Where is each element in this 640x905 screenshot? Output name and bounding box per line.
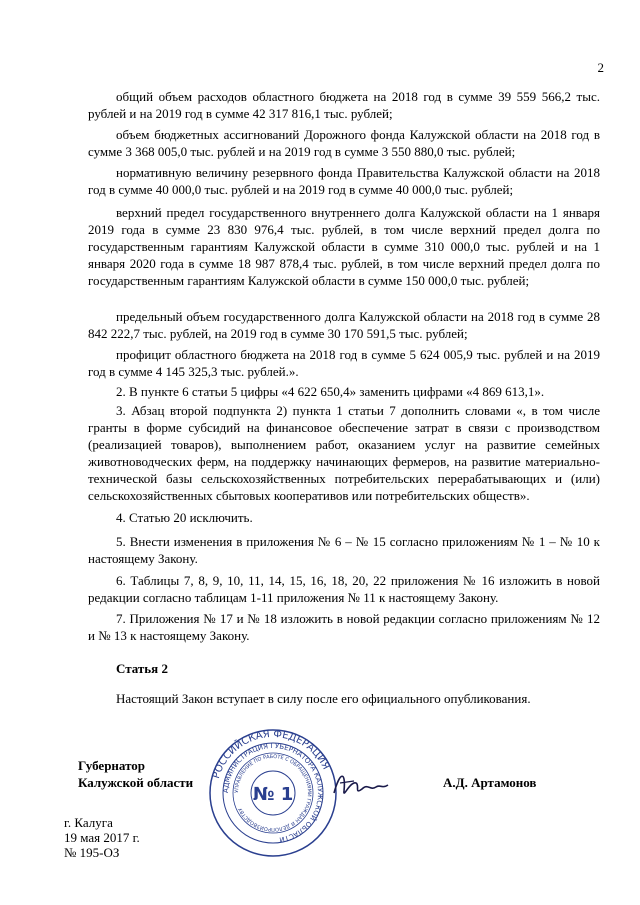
official-stamp [208, 728, 338, 863]
paragraph-reserve-fund: нормативную величину резервного фонда Правительства Калужской области на 2018 год в сумме 40 000,0 тыс. рублей и на 2019 год в сумме 40 000,0 тыс. рублей; [88, 165, 600, 197]
stamp-seal [208, 728, 338, 858]
signer-name: А.Д. Артамонов [443, 775, 537, 790]
stamp-outer-text: РОССИЙСКАЯ ФЕДЕРАЦИЯ [211, 728, 332, 781]
stamp-center-text: № 1 [252, 784, 294, 805]
paragraph-item-2: 2. В пункте 6 статьи 5 цифры «4 622 650,4» заменить цифрами «4 869 613,1». [116, 384, 545, 399]
article-text: Настоящий Закон вступает в силу после его официального опубликования. [116, 691, 531, 706]
signer-title-line1: Губернатор [78, 758, 146, 773]
paragraph-item-4: 4. Статью 20 исключить. [116, 510, 253, 525]
paragraph-item-6: 6. Таблицы 7, 8, 9, 10, 11, 14, 15, 16, 18, 20, 22 приложения № 16 изложить в новой редакции согласно таблицам 1-11 приложения № 11 к настоящему Закону. [88, 573, 600, 605]
article-heading: Статья 2 [116, 661, 168, 676]
signer-title [78, 757, 193, 791]
paragraph-item-5: 5. Внести изменения в приложения № 6 – № 15 согласно приложениям № 1 – № 10 к настоящему Закону. [88, 534, 600, 566]
paragraph-item-3: 3. Абзац второй подпункта 2) пункта 1 статьи 7 дополнить словами «, в том числе гранты в форме субсидий на финансовое обеспечение затрат в связи с производством (реализацией товаров), выполнением работ, оказанием услуг на развитие семейных животноводческих ферм, на поддержку начинающих фермеров, на развитие материально-технической базы сельскохозяйственных потребительских перерабатывающих и (или) сельскохозяйственных сбытовых кооперативов или потребительских обществ». [88, 403, 600, 503]
document-footer [64, 815, 140, 860]
paragraph-debt-volume: предельный объем государственного долга Калужской области на 2018 год в сумме 28 842 222,7 тыс. рублей, на 2019 год в сумме 30 170 591,5 тыс. рублей; [88, 309, 600, 341]
stamp-inner-text: УПРАВЛЕНИЕ ПО РАБОТЕ С ОБРАЩЕНИЯМИ ГРАЖДАН И ДЕЛОПРОИЗВОДСТВУ [233, 753, 313, 833]
paragraph-road-fund: объем бюджетных ассигнований Дорожного фонда Калужской области на 2018 год в сумме 3 368 005,0 тыс. рублей и на 2019 год в сумме 3 550 880,0 тыс. рублей; [88, 127, 600, 159]
signer-title-line2: Калужской области [78, 775, 194, 790]
footer-city: г. Калуга [64, 815, 113, 830]
signature-icon [330, 765, 390, 805]
paragraph-expenses: общий объем расходов областного бюджета на 2018 год в сумме 39 559 566,2 тыс. рублей и на 2019 год в сумме 42 317 816,1 тыс. рублей; [88, 89, 600, 121]
paragraph-debt-limit: верхний предел государственного внутреннего долга Калужской области на 1 января 2019 года в сумме 23 830 976,4 тыс. рублей, в том числе верхний предел долга по государственным гарантиям Калужской области в сумме 310 000,0 тыс. рублей и на 1 января 2020 года в сумме 18 987 878,4 тыс. рублей, в том числе верхний предел долга по государственным гарантиям Калужской области в сумме 150 000,0 тыс. рублей; [88, 205, 600, 288]
page-number: 2 [597, 60, 604, 75]
paragraph-item-7: 7. Приложения № 17 и № 18 изложить в новой редакции согласно приложениям № 12 и № 13 к настоящему Закону. [88, 611, 600, 643]
footer-date: 19 мая 2017 г. [64, 830, 140, 845]
footer-number: № 195-ОЗ [64, 845, 120, 860]
paragraph-surplus: профицит областного бюджета на 2018 год в сумме 5 624 005,9 тыс. рублей и на 2019 год в сумме 4 145 325,3 тыс. рублей.». [88, 347, 600, 379]
stamp-middle-text: АДМИНИСТРАЦИЯ ГУБЕРНАТОРА КАЛУЖСКОЙ ОБЛАСТИ [221, 741, 325, 844]
handwritten-signature [330, 765, 390, 810]
